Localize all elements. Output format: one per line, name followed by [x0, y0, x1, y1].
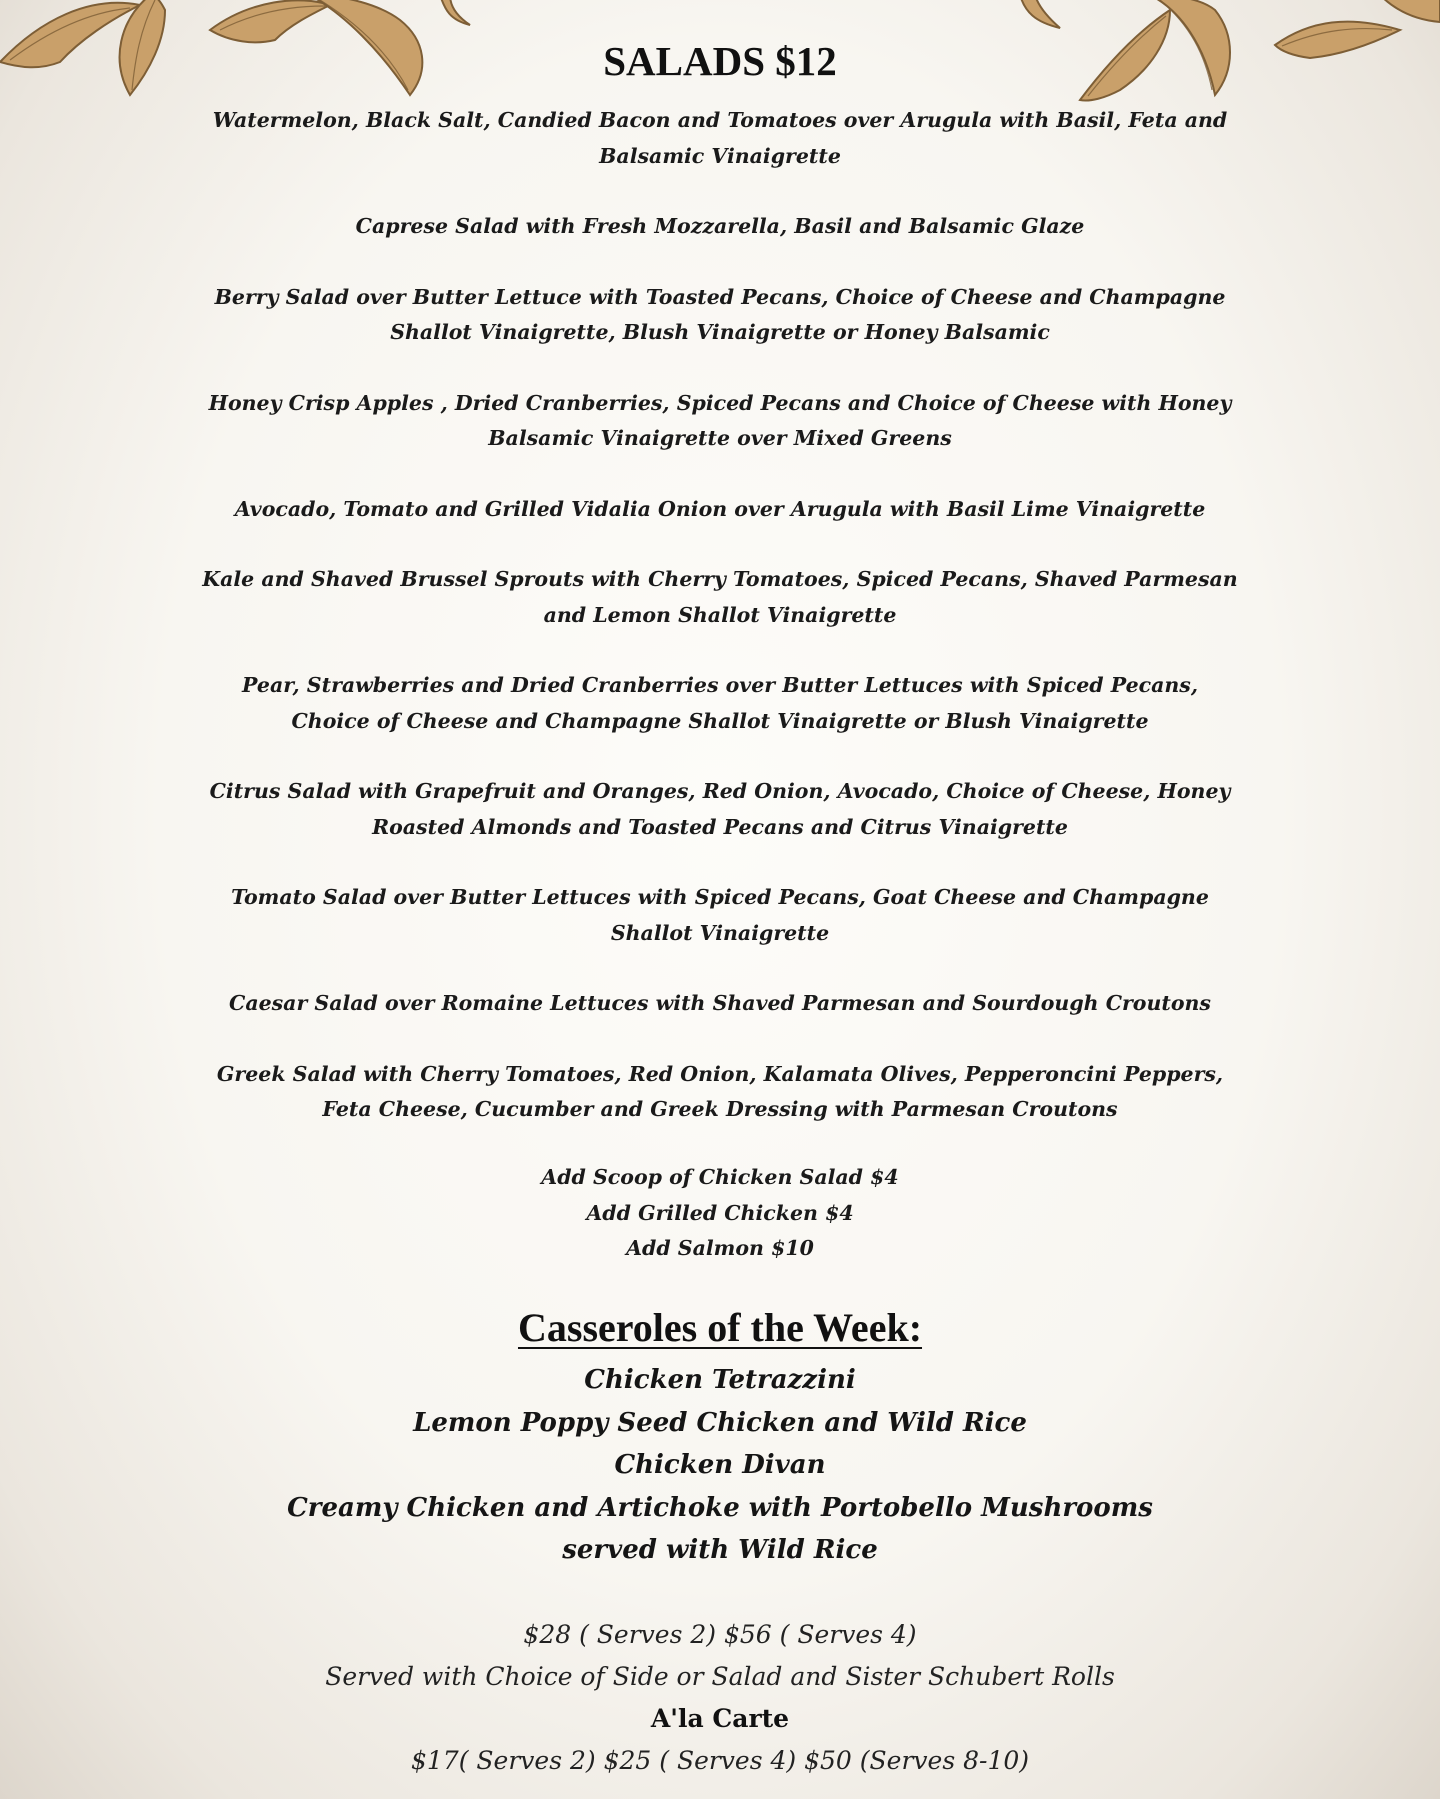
a-la-carte-prices: $17( Serves 2) $25 ( Serves 4) $50 (Serves 8-10): [410, 1746, 1030, 1775]
casserole-list: [0, 1359, 1440, 1572]
salad-item-greek: Greek Salad with Cherry Tomatoes, Red Onion, Kalamata Olives, Pepperoncini Peppers, Feta Cheese, Cucumber and Greek Dressing with Parmesan Croutons: [216, 1061, 1224, 1121]
addon-grilled-chicken: Add Grilled Chicken $4: [586, 1200, 854, 1225]
casserole-item-lemon-poppy: Lemon Poppy Seed Chicken and Wild Rice: [413, 1407, 1027, 1438]
casserole-served-with: served with Wild Rice: [562, 1535, 878, 1565]
addon-salmon: Add Salmon $10: [626, 1236, 814, 1260]
salad-item-berry: Berry Salad over Butter Lettuce with Toasted Pecans, Choice of Cheese and Champagne Shallot Vinaigrette, Blush Vinaigrette or Honey Balsamic: [214, 284, 1226, 344]
salad-item-citrus: Citrus Salad with Grapefruit and Oranges, Red Onion, Avocado, Choice of Cheese, Honey Roasted Almonds and Toasted Pecans and Citrus Vinaigrette: [209, 779, 1231, 839]
salad-item-watermelon: Watermelon, Black Salt, Candied Bacon and Tomatoes over Arugula with Basil, Feta and Balsamic Vinaigrette: [212, 108, 1228, 168]
salad-item-caesar: Caesar Salad over Romaine Lettuces with Shaved Parmesan and Sourdough Croutons: [229, 991, 1211, 1015]
a-la-carte-label: A'la Carte: [650, 1704, 790, 1733]
salad-item-pear: Pear, Strawberries and Dried Cranberries over Butter Lettuces with Spiced Pecans, Choice of Cheese and Champagne Shallot Vinaigrette or Blush Vinaigrette: [242, 673, 1198, 733]
addon-list: [0, 1160, 1440, 1267]
casseroles-heading: Casseroles of the Week:: [517, 1305, 923, 1351]
casserole-price-line: $28 ( Serves 2) $56 ( Serves 4): [523, 1620, 917, 1649]
casserole-served-with-note: Served with Choice of Side or Salad and Sister Schubert Rolls: [325, 1662, 1115, 1691]
addon-chicken-salad: Add Scoop of Chicken Salad $4: [541, 1165, 899, 1189]
salad-item-caprese: Caprese Salad with Fresh Mozzarella, Basil and Balsamic Glaze: [355, 214, 1085, 238]
casserole-pricing: [0, 1614, 1440, 1782]
salad-item-avocado: Avocado, Tomato and Grilled Vidalia Onion over Arugula with Basil Lime Vinaigrette: [234, 496, 1206, 521]
salad-item-honey-crisp: Honey Crisp Apples , Dried Cranberries, Spiced Pecans and Choice of Cheese with Honey Balsamic Vinaigrette over Mixed Greens: [208, 390, 1232, 450]
page-title: SALADS $12: [603, 38, 837, 85]
salad-item-kale: Kale and Shaved Brussel Sprouts with Cherry Tomatoes, Spiced Pecans, Shaved Parmesan and Lemon Shallot Vinaigrette: [202, 567, 1238, 627]
salad-item-tomato: Tomato Salad over Butter Lettuces with Spiced Pecans, Goat Cheese and Champagne Shallot Vinaigrette: [231, 885, 1209, 945]
casserole-item-tetrazzini: Chicken Tetrazzini: [584, 1365, 856, 1395]
salad-list: [200, 103, 1240, 1163]
casserole-item-artichoke: Creamy Chicken and Artichoke with Portobello Mushrooms: [287, 1492, 1153, 1523]
casserole-item-divan: Chicken Divan: [614, 1450, 826, 1480]
